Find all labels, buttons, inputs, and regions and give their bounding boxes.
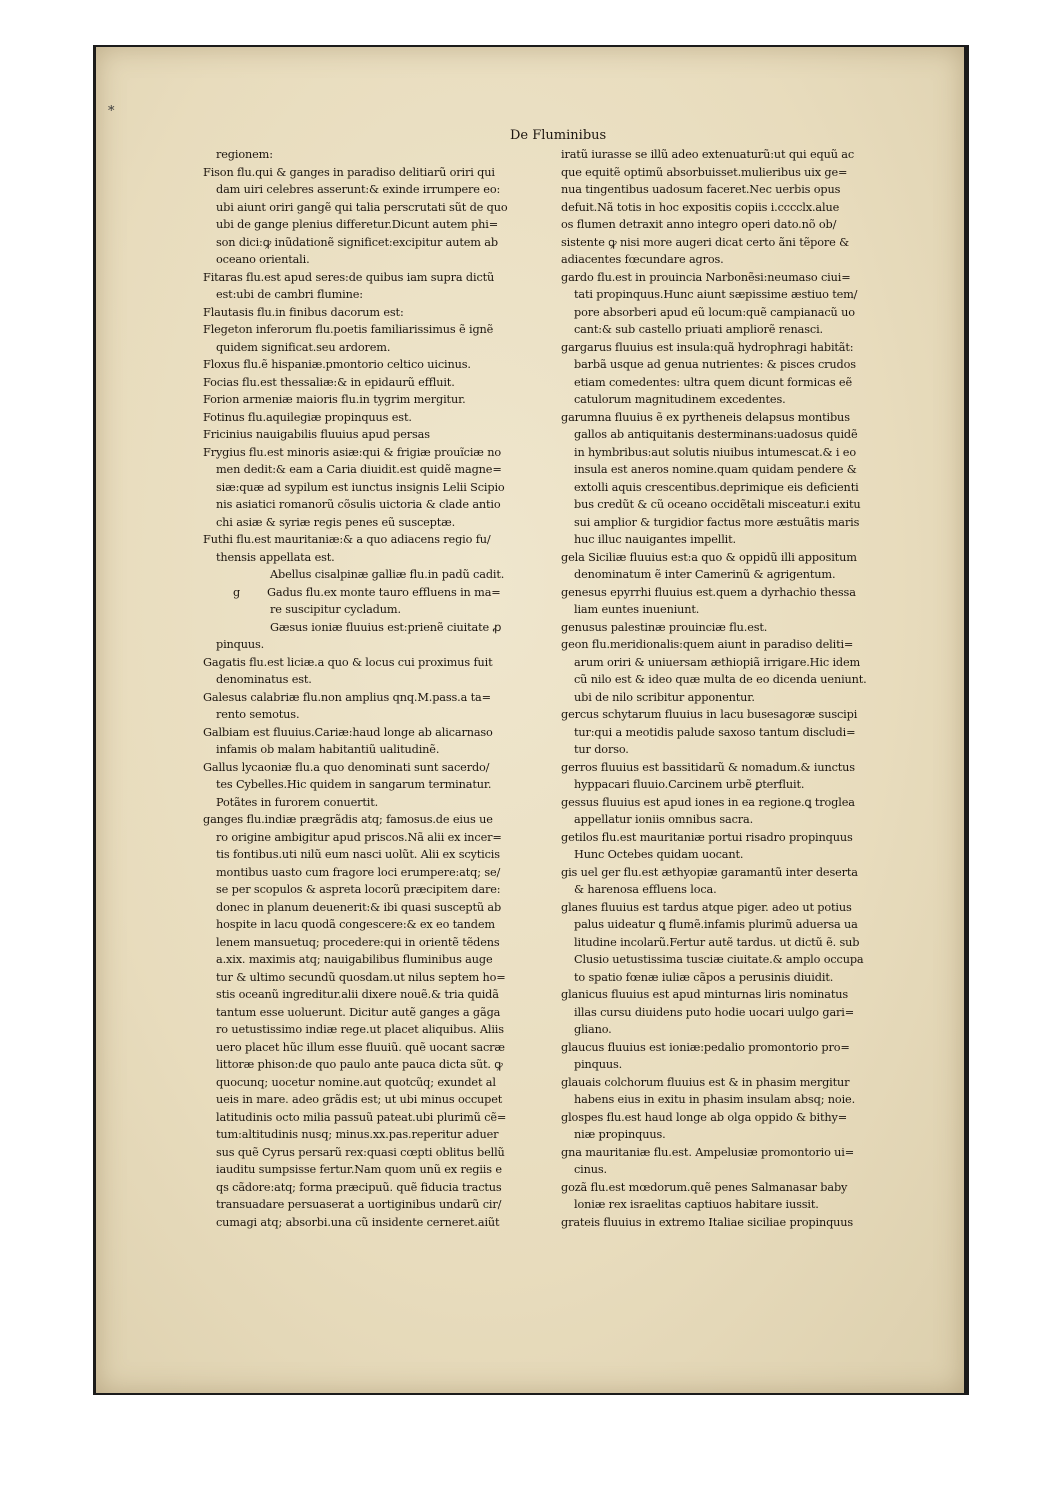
text-line: gercus schytarum fluuius in lacu busesagoræ suscipi <box>561 708 858 721</box>
text-line: extolli aquis crescentibus.deprimique eis deficienti <box>574 480 859 494</box>
text-line: ubi de nilo scribitur apponentur. <box>574 690 755 704</box>
text-line: regionem: <box>216 148 273 161</box>
text-line: qs cãdore:atq; forma præcipuũ. quẽ fiducia tractus <box>216 1180 502 1194</box>
text-line: men dedit:& eam a Caria diuidit.est quidẽ magne= <box>216 463 502 476</box>
text-line: genusus palestinæ prouinciæ flu.est. <box>561 620 768 634</box>
text-line: tis fontibus.uti nilũ eum nasci uolũt. Alii ex scyticis <box>216 848 500 861</box>
text-line: Futhi flu.est mauritaniæ:& a quo adiacens regio fu/ <box>203 533 491 546</box>
text-line: os flumen detraxit anno integro operi dato.nõ ob/ <box>561 218 837 231</box>
text-line: glauais colchorum fluuius est & in phasim mergitur <box>561 1075 850 1089</box>
text-line: iratũ iurasse se illũ adeo extenuaturũ:ut qui equũ ac <box>561 148 855 161</box>
text-line: transuadare persuaserat a uortiginibus undarũ cir/ <box>216 1198 502 1211</box>
text-line: ganges flu.indiæ prægrãdis atq; famosus.de eius ue <box>203 813 493 826</box>
text-line: bus credũt & cũ oceano occidẽtali misceatur.i exitu <box>574 498 861 511</box>
text-line: gardo flu.est in prouincia Narbonẽsi:neumaso ciui= <box>561 270 851 284</box>
text-line: loniæ rex israelitas captiuos habitare iussit. <box>574 1198 819 1211</box>
text-line: uero placet hũc illum esse fluuiũ. quẽ uocant sacræ <box>216 1040 505 1054</box>
line-text: Gadus flu.ex monte tauro effluens in ma= <box>267 585 501 599</box>
text-line: sui amplior & turgidior factus more æstuãtis maris <box>574 515 860 529</box>
text-line: barbã usque ad genua nutrientes: & pisces crudos <box>574 358 856 371</box>
text-line: Gæsus ioniæ fluuius est:prienẽ ciuitate ꝓ <box>270 620 502 634</box>
text-line: grateis fluuius in extremo Italiae siciliae propinquus <box>561 1215 854 1229</box>
left-column <box>203 146 553 1231</box>
margin-mark: * <box>108 104 115 119</box>
text-line: glospes flu.est haud longe ab olga oppido & bithy= <box>561 1110 848 1124</box>
text-line: sus quẽ Cyrus persarũ rex:quasi cœpti oblitus bellũ <box>216 1145 505 1159</box>
text-line: pinquus. <box>216 638 265 651</box>
running-title: De Fluminibus <box>510 128 607 143</box>
text-line: hyppacari fluuio.Carcinem urbẽ ꝑterfluit. <box>574 778 805 791</box>
right-column <box>561 146 913 1231</box>
text-line: gela Siciliæ fluuius est:a quo & oppidũ illi appositum <box>561 550 857 564</box>
text-line: Flegeton inferorum flu.poetis familiarissimus ẽ ignẽ <box>203 323 494 336</box>
text-line: Potãtes in furorem conuertit. <box>216 795 379 809</box>
text-line: son dici:ꝙ inũdationẽ significet:excipitur autem ab <box>216 235 498 249</box>
text-line: dam uiri celebres asserunt:& exinde irrumpere eo: <box>216 183 501 196</box>
text-line: gallos ab antiquitanis desterminans:uadosus quidẽ <box>574 428 858 441</box>
section-letter: g <box>233 585 241 599</box>
text-line: lenem mansuetuq; procedere:qui in orientẽ tẽdens <box>216 935 500 949</box>
text-line: pore absorberi apud eũ locum:quẽ campianacũ uo <box>574 305 855 319</box>
text-line: montibus uasto cum fragore loci erumpere:atq; se/ <box>216 865 501 879</box>
text-line: genesus epyrrhi fluuius est.quem a dyrhachio thessa <box>561 585 856 599</box>
text-line: litudine incolarũ.Fertur autẽ tardus. ut dictũ ẽ. sub <box>574 935 860 949</box>
text-line: se per scopulos & aspreta locorũ præcipitem dare: <box>216 883 501 896</box>
text-line: geon flu.meridionalis:quem aiunt in paradiso deliti= <box>561 638 854 651</box>
text-line: garumna fluuius ẽ ex pyrtheneis delapsus montibus <box>561 410 850 424</box>
text-line: cumagi atq; absorbi.una cũ insidente cerneret.aiũt <box>216 1215 500 1229</box>
text-line: denominatum ẽ inter Camerinũ & agrigentum. <box>574 568 836 581</box>
text-line: Galesus calabriæ flu.non amplius qnq.M.pass.a ta= <box>203 690 491 704</box>
text-line: a.xix. maximis atq; nauigabilibus fluminibus auge <box>216 953 493 966</box>
text-line: chi asiæ & syriæ regis penes eũ susceptæ. <box>216 515 456 529</box>
text-line: re suscipitur cycladum. <box>270 603 401 616</box>
text-line: cant:& sub castello priuati ampliorẽ renasci. <box>574 323 823 336</box>
text-line: littoræ phison:de quo paulo ante pauca dicta sũt. ꝙ <box>216 1058 503 1071</box>
text-line: Forion armeniæ maioris flu.in tygrim mergitur. <box>203 393 466 406</box>
text-line: thensis appellata est. <box>216 550 335 564</box>
text-line: cũ nilo est & ideo quæ multa de eo dicenda ueniunt. <box>574 673 867 686</box>
text-line: tantum esse uoluerunt. Dicitur autẽ ganges a gãga <box>216 1005 501 1019</box>
text-line: tur dorso. <box>574 743 629 756</box>
text-line: palus uideatur ꝗ flumẽ.infamis plurimũ aduersa ua <box>574 918 858 931</box>
text-line: ro origine ambigitur apud priscos.Nã alii ex incer= <box>216 830 502 844</box>
text-line: Abellus cisalpinæ galliæ flu.in padũ cadit. <box>270 568 505 581</box>
text-line: ro uetustissimo indiæ rege.ut placet aliquibus. Aliis <box>216 1023 504 1036</box>
text-line: Hunc Octebes quidam uocant. <box>574 848 744 861</box>
text-line: gliano. <box>574 1023 612 1036</box>
text-line: siæ:quæ ad sypilum est iunctus insignis Lelii Scipio <box>216 480 505 494</box>
text-line: glanes fluuius est tardus atque piger. adeo ut potius <box>561 900 852 914</box>
text-line: niæ propinquus. <box>574 1128 666 1141</box>
text-line: gessus fluuius est apud iones in ea regione.ꝗ troglea <box>561 795 855 809</box>
text-line: etiam comedentes: ultra quem dicunt formicas eẽ <box>574 375 852 389</box>
text-line: oceano orientali. <box>216 253 310 266</box>
text-line: stis oceanũ ingreditur.alii dixere nouẽ.& tria quidã <box>216 988 499 1001</box>
text-line: illas cursu diuidens puto hodie uocari uulgo gari= <box>574 1005 855 1019</box>
text-line: ueis in mare. adeo grãdis est; ut ubi minus occupet <box>216 1093 503 1106</box>
text-line: Fitaras flu.est apud seres:de quibus iam supra dictũ <box>203 270 495 284</box>
text-line <box>203 584 553 602</box>
text-line: Gallus lycaoniæ flu.a quo denominati sunt sacerdo/ <box>203 760 490 774</box>
text-line: gargarus fluuius est insula:quã hydrophragi habitãt: <box>561 340 854 354</box>
text-line: sistente ꝙ nisi more augeri dicat certo ãni tẽpore & <box>561 235 849 249</box>
text-line: glanicus fluuius est apud minturnas liris nominatus <box>561 988 848 1001</box>
text-line: donec in planum deuenerit:& ibi quasi susceptũ ab <box>216 900 502 914</box>
text-line: infamis ob malam habitantiũ ualitudinẽ. <box>216 743 440 756</box>
text-line: huc illuc nauigantes impellit. <box>574 533 736 546</box>
text-line: quidem significat.seu ardorem. <box>216 340 391 354</box>
text-line: pinquus. <box>574 1058 623 1071</box>
text-line: habens eius in exitu in phasim insulam absq; noie. <box>574 1093 856 1106</box>
text-line: in hymbribus:aut solutis niuibus intumescat.& i eo <box>574 445 856 459</box>
text-line: quocunq; uocetur nomine.aut quotcũq; exundet al <box>216 1075 496 1089</box>
text-line: Gagatis flu.est liciæ.a quo & locus cui proximus fuit <box>203 655 493 669</box>
text-line: nis asiatici romanorũ cõsulis uictoria & clade antio <box>216 498 501 511</box>
text-line: gozã flu.est mœdorum.quẽ penes Salmanasar baby <box>561 1180 848 1194</box>
text-line: to spatio fœnæ iuliæ cãpos a perusinis diuidit. <box>574 970 834 984</box>
text-line: Fison flu.qui & ganges in paradiso delitiarũ oriri qui <box>203 165 495 179</box>
text-line: que equitẽ optimũ absorbuisset.mulieribus uix ge= <box>561 165 848 179</box>
text-line: Fricinius nauigabilis fluuius apud persas <box>203 428 430 441</box>
text-line: Floxus flu.ẽ hispaniæ.pmontorio celtico uicinus. <box>203 358 471 371</box>
text-line: tum:altitudinis nusq; minus.xx.pas.reperitur aduer <box>216 1128 499 1141</box>
text-line: cinus. <box>574 1163 607 1176</box>
text-line: insula est aneros nomine.quam quidam pendere & <box>574 463 857 476</box>
text-line: gerros fluuius est bassitidarũ & nomadum.& iunctus <box>561 760 855 774</box>
text-line: tati propinquus.Hunc aiunt sæpissime æstiuo tem/ <box>574 288 858 301</box>
text-line: ubi aiunt oriri gangẽ qui talia perscrutati sũt de quo <box>216 200 508 214</box>
text-line: rento semotus. <box>216 708 300 721</box>
text-line: tur:qui a meotidis palude saxoso tantum discludi= <box>574 725 856 739</box>
text-line: latitudinis octo milia passuũ pateat.ubi plurimũ cẽ= <box>216 1110 507 1124</box>
text-line: defuit.Nã totis in hoc expositis copiis i.cccclx.alue <box>561 200 840 214</box>
text-line: Fotinus flu.aquilegiæ propinquus est. <box>203 410 412 424</box>
text-line: nua tingentibus uadosum faceret.Nec uerbis opus <box>561 183 841 196</box>
text-line: appellatur ioniis omnibus sacra. <box>574 813 754 826</box>
text-line: catulorum magnitudinem excedentes. <box>574 393 786 406</box>
text-line: gna mauritaniæ flu.est. Ampelusiæ promontorio ui= <box>561 1145 855 1159</box>
text-line: hospite in lacu quodã congescere:& ex eo tandem <box>216 918 495 931</box>
text-line: est:ubi de cambri flumine: <box>216 288 363 301</box>
text-line: denominatus est. <box>216 673 312 686</box>
text-line: getilos flu.est mauritaniæ portui risadro propinquus <box>561 830 853 844</box>
text-line: Clusio uetustissima tusciæ ciuitate.& amplo occupa <box>574 953 864 966</box>
text-line: adiacentes fœcundare agros. <box>561 253 724 266</box>
text-line: glaucus fluuius est ioniæ:pedalio promontorio pro= <box>561 1040 850 1054</box>
text-line: gis uel ger flu.est æthyopiæ garamantũ inter deserta <box>561 865 858 879</box>
text-line: Flautasis flu.in finibus dacorum est: <box>203 305 404 319</box>
text-line: ubi de gange plenius differetur.Dicunt autem phi= <box>216 218 499 231</box>
text-line: & harenosa effluens loca. <box>574 883 717 896</box>
text-line: iauditu sumpsisse fertur.Nam quom unũ ex regiis e <box>216 1163 502 1176</box>
text-line: Focias flu.est thessaliæ:& in epidaurũ effluit. <box>203 375 455 389</box>
text-line: Galbiam est fluuius.Cariæ:haud longe ab alicarnaso <box>203 725 493 739</box>
text-line: arum oriri & uniuersam æthiopiã irrigare.Hic idem <box>574 655 861 669</box>
text-line: tur & ultimo secundũ quosdam.ut nilus septem ho= <box>216 970 506 984</box>
text-line: tes Cybelles.Hic quidem in sangarum terminatur. <box>216 778 492 791</box>
text-line: liam euntes inueniunt. <box>574 603 700 616</box>
text-line: Frygius flu.est minoris asiæ:qui & frigiæ prouĩciæ no <box>203 445 501 459</box>
